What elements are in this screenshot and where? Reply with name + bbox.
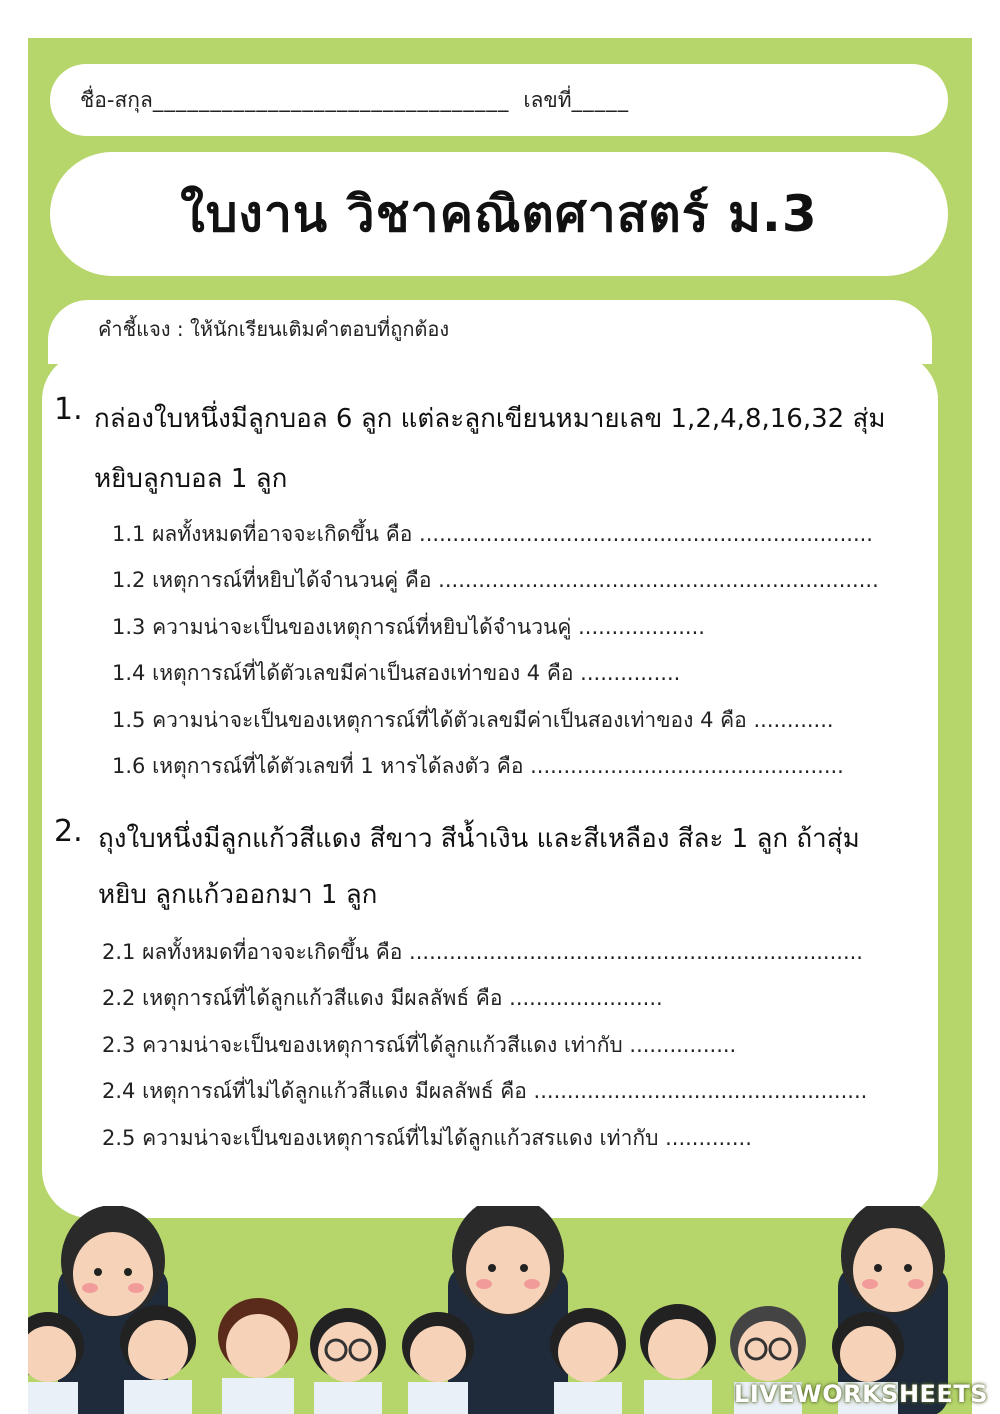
question-1-line-2: หยิบลูกบอล 1 ลูก	[94, 464, 288, 494]
question-2-1[interactable]: 2.1 ผลทั้งหมดที่อาจจะเกิดขึ้น คือ ....................................................................	[102, 940, 863, 964]
question-2-5[interactable]: 2.5 ความน่าจะเป็นของเหตุการณ์ที่ไม่ได้ลูกแก้วสรแดง เท่ากับ .............	[102, 1126, 752, 1150]
question-1-4[interactable]: 1.4 เหตุการณ์ที่ได้ตัวเลขมีค่าเป็นสองเท่าของ 4 คือ ...............	[112, 661, 681, 685]
question-1-3[interactable]: 1.3 ความน่าจะเป็นของเหตุการณ์ที่หยิบได้จำนวนคู่ ...................	[112, 615, 705, 639]
question-1-6[interactable]: 1.6 เหตุการณ์ที่ได้ตัวเลขที่ 1 หารได้ลงตัว คือ ...............................................	[112, 754, 844, 778]
question-1-line-1: กล่องใบหนึ่งมีลูกบอล 6 ลูก แต่ละลูกเขียนหมายเลข 1,2,4,8,16,32 สุ่ม	[94, 404, 886, 434]
question-1-number: 1.	[54, 392, 83, 427]
question-1-1[interactable]: 1.1 ผลทั้งหมดที่อาจจะเกิดขึ้น คือ ....................................................................	[112, 522, 873, 546]
question-2-line-1: ถุงใบหนึ่งมีลูกแก้วสีแดง สีขาว สีน้ำเงิน และสีเหลือง สีละ 1 ลูก ถ้าสุ่ม	[98, 824, 860, 854]
title-banner	[50, 152, 948, 276]
name-label: ชื่อ-สกุล	[80, 87, 153, 112]
page-title: ใบงาน วิชาคณิตศาสตร์ ม.3	[180, 184, 818, 243]
question-2-line-2: หยิบ ลูกแก้วออกมา 1 ลูก	[98, 880, 378, 910]
question-2-number: 2.	[54, 814, 83, 849]
number-blank[interactable]: _____	[571, 88, 630, 112]
questions-panel	[42, 352, 938, 1218]
liveworksheets-watermark: LIVEWORKSHEETS	[734, 1380, 988, 1408]
number-label: เลขที่	[523, 87, 572, 112]
question-1-2[interactable]: 1.2 เหตุการณ์ที่หยิบได้จำนวนคู่ คือ ..................................................................	[112, 568, 879, 592]
name-blank[interactable]: _______________________________	[152, 88, 510, 112]
question-2-4[interactable]: 2.4 เหตุการณ์ที่ไม่ได้ลูกแก้วสีแดง มีผลลัพธ์ คือ ..................................................	[102, 1079, 868, 1103]
instruction-text: คำชี้แจง : ให้นักเรียนเติมคำตอบที่ถูกต้อง	[98, 317, 450, 341]
question-2-2[interactable]: 2.2 เหตุการณ์ที่ได้ลูกแก้วสีแดง มีผลลัพธ์ คือ .......................	[102, 986, 663, 1010]
name-number-bar	[50, 64, 948, 136]
question-1-5[interactable]: 1.5 ความน่าจะเป็นของเหตุการณ์ที่ได้ตัวเลขมีค่าเป็นสองเท่าของ 4 คือ ............	[112, 708, 834, 732]
question-2-3[interactable]: 2.3 ความน่าจะเป็นของเหตุการณ์ที่ได้ลูกแก้วสีแดง เท่ากับ ................	[102, 1033, 737, 1057]
